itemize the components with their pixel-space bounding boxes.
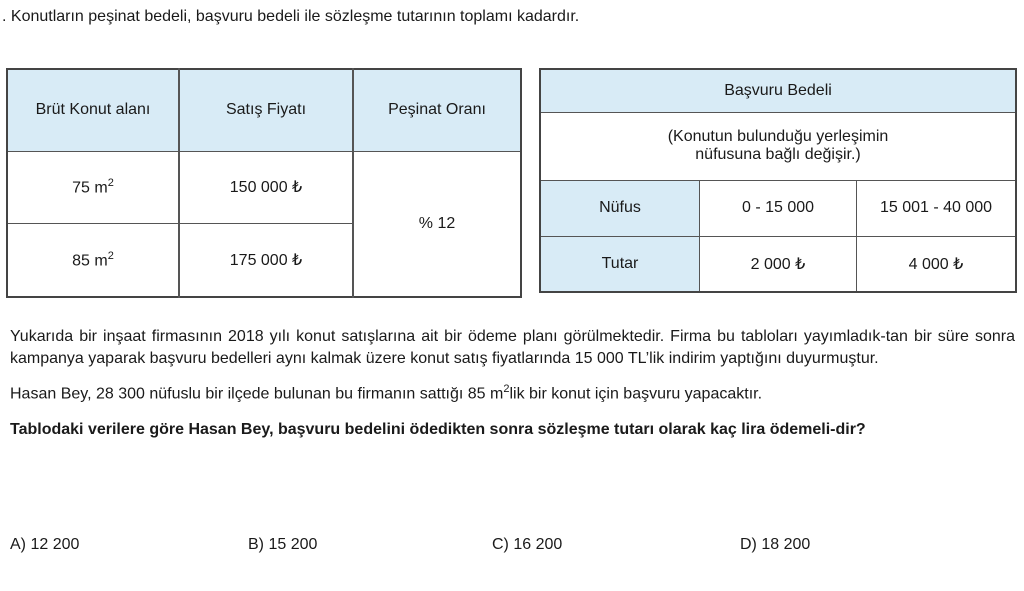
population-label: Nüfus — [540, 180, 700, 236]
answer-options — [10, 536, 1010, 558]
question-text: Tablodaki verilere göre Hasan Bey, başvuru bedelini ödedikten sonra sözleşme tutarı olarak kaç lira ödemeli-dir? — [10, 421, 866, 439]
amount-2: 4 000 ₺ — [857, 236, 1017, 292]
header-price: Satış Fiyatı — [179, 69, 353, 151]
paragraph-1: Yukarıda bir inşaat firmasının 2018 yılı konut satışlarına ait bir ödeme planı görülmektedir. Firma bu tabloları yayımladık-tan bir süre sonra kampanya yaparak başvuru bedelleri aynı kalmak üzere konut satış fiyatlarında 15 000 TL’lik indirim yaptığını duyurmuştur. — [10, 328, 1015, 367]
population-range-1: 0 - 15 000 — [700, 180, 857, 236]
amount-label: Tutar — [540, 236, 700, 292]
option-b[interactable]: B) 15 200 — [248, 536, 318, 553]
option-d[interactable]: D) 18 200 — [740, 536, 811, 553]
amount-1: 2 000 ₺ — [700, 236, 857, 292]
intro-text: . Konutların peşinat bedeli, başvuru bedeli ile sözleşme tutarının toplamı kadardır. — [2, 8, 580, 25]
price-85: 175 000 ₺ — [179, 223, 353, 297]
header-area: Brüt Konut alanı — [7, 69, 179, 151]
fee-note: (Konutun bulunduğu yerleşimin nüfusuna bağlı değişir.) — [540, 112, 1016, 180]
area-75: 75 $m^2$ — [7, 151, 179, 223]
price-table — [6, 68, 522, 298]
fee-title: Başvuru Bedeli — [540, 69, 1016, 112]
population-range-2: 15 001 - 40 000 — [857, 180, 1017, 236]
option-c[interactable]: C) 16 200 — [492, 536, 563, 553]
paragraph-2: Hasan Bey, 28 300 nüfuslu bir ilçede bulunan bu firmanın sattığı 85 $m^2lik$ bir konut için başvuru yapacaktır. — [10, 383, 763, 403]
price-75: 150 000 ₺ — [179, 151, 353, 223]
down-payment-rate: % 12 — [353, 151, 521, 297]
application-fee-table — [539, 68, 1017, 293]
option-a[interactable]: A) 12 200 — [10, 536, 80, 553]
area-85: 85 $m^2$ — [7, 223, 179, 297]
problem-text — [10, 326, 1015, 449]
header-rate: Peşinat Oranı — [353, 69, 521, 151]
